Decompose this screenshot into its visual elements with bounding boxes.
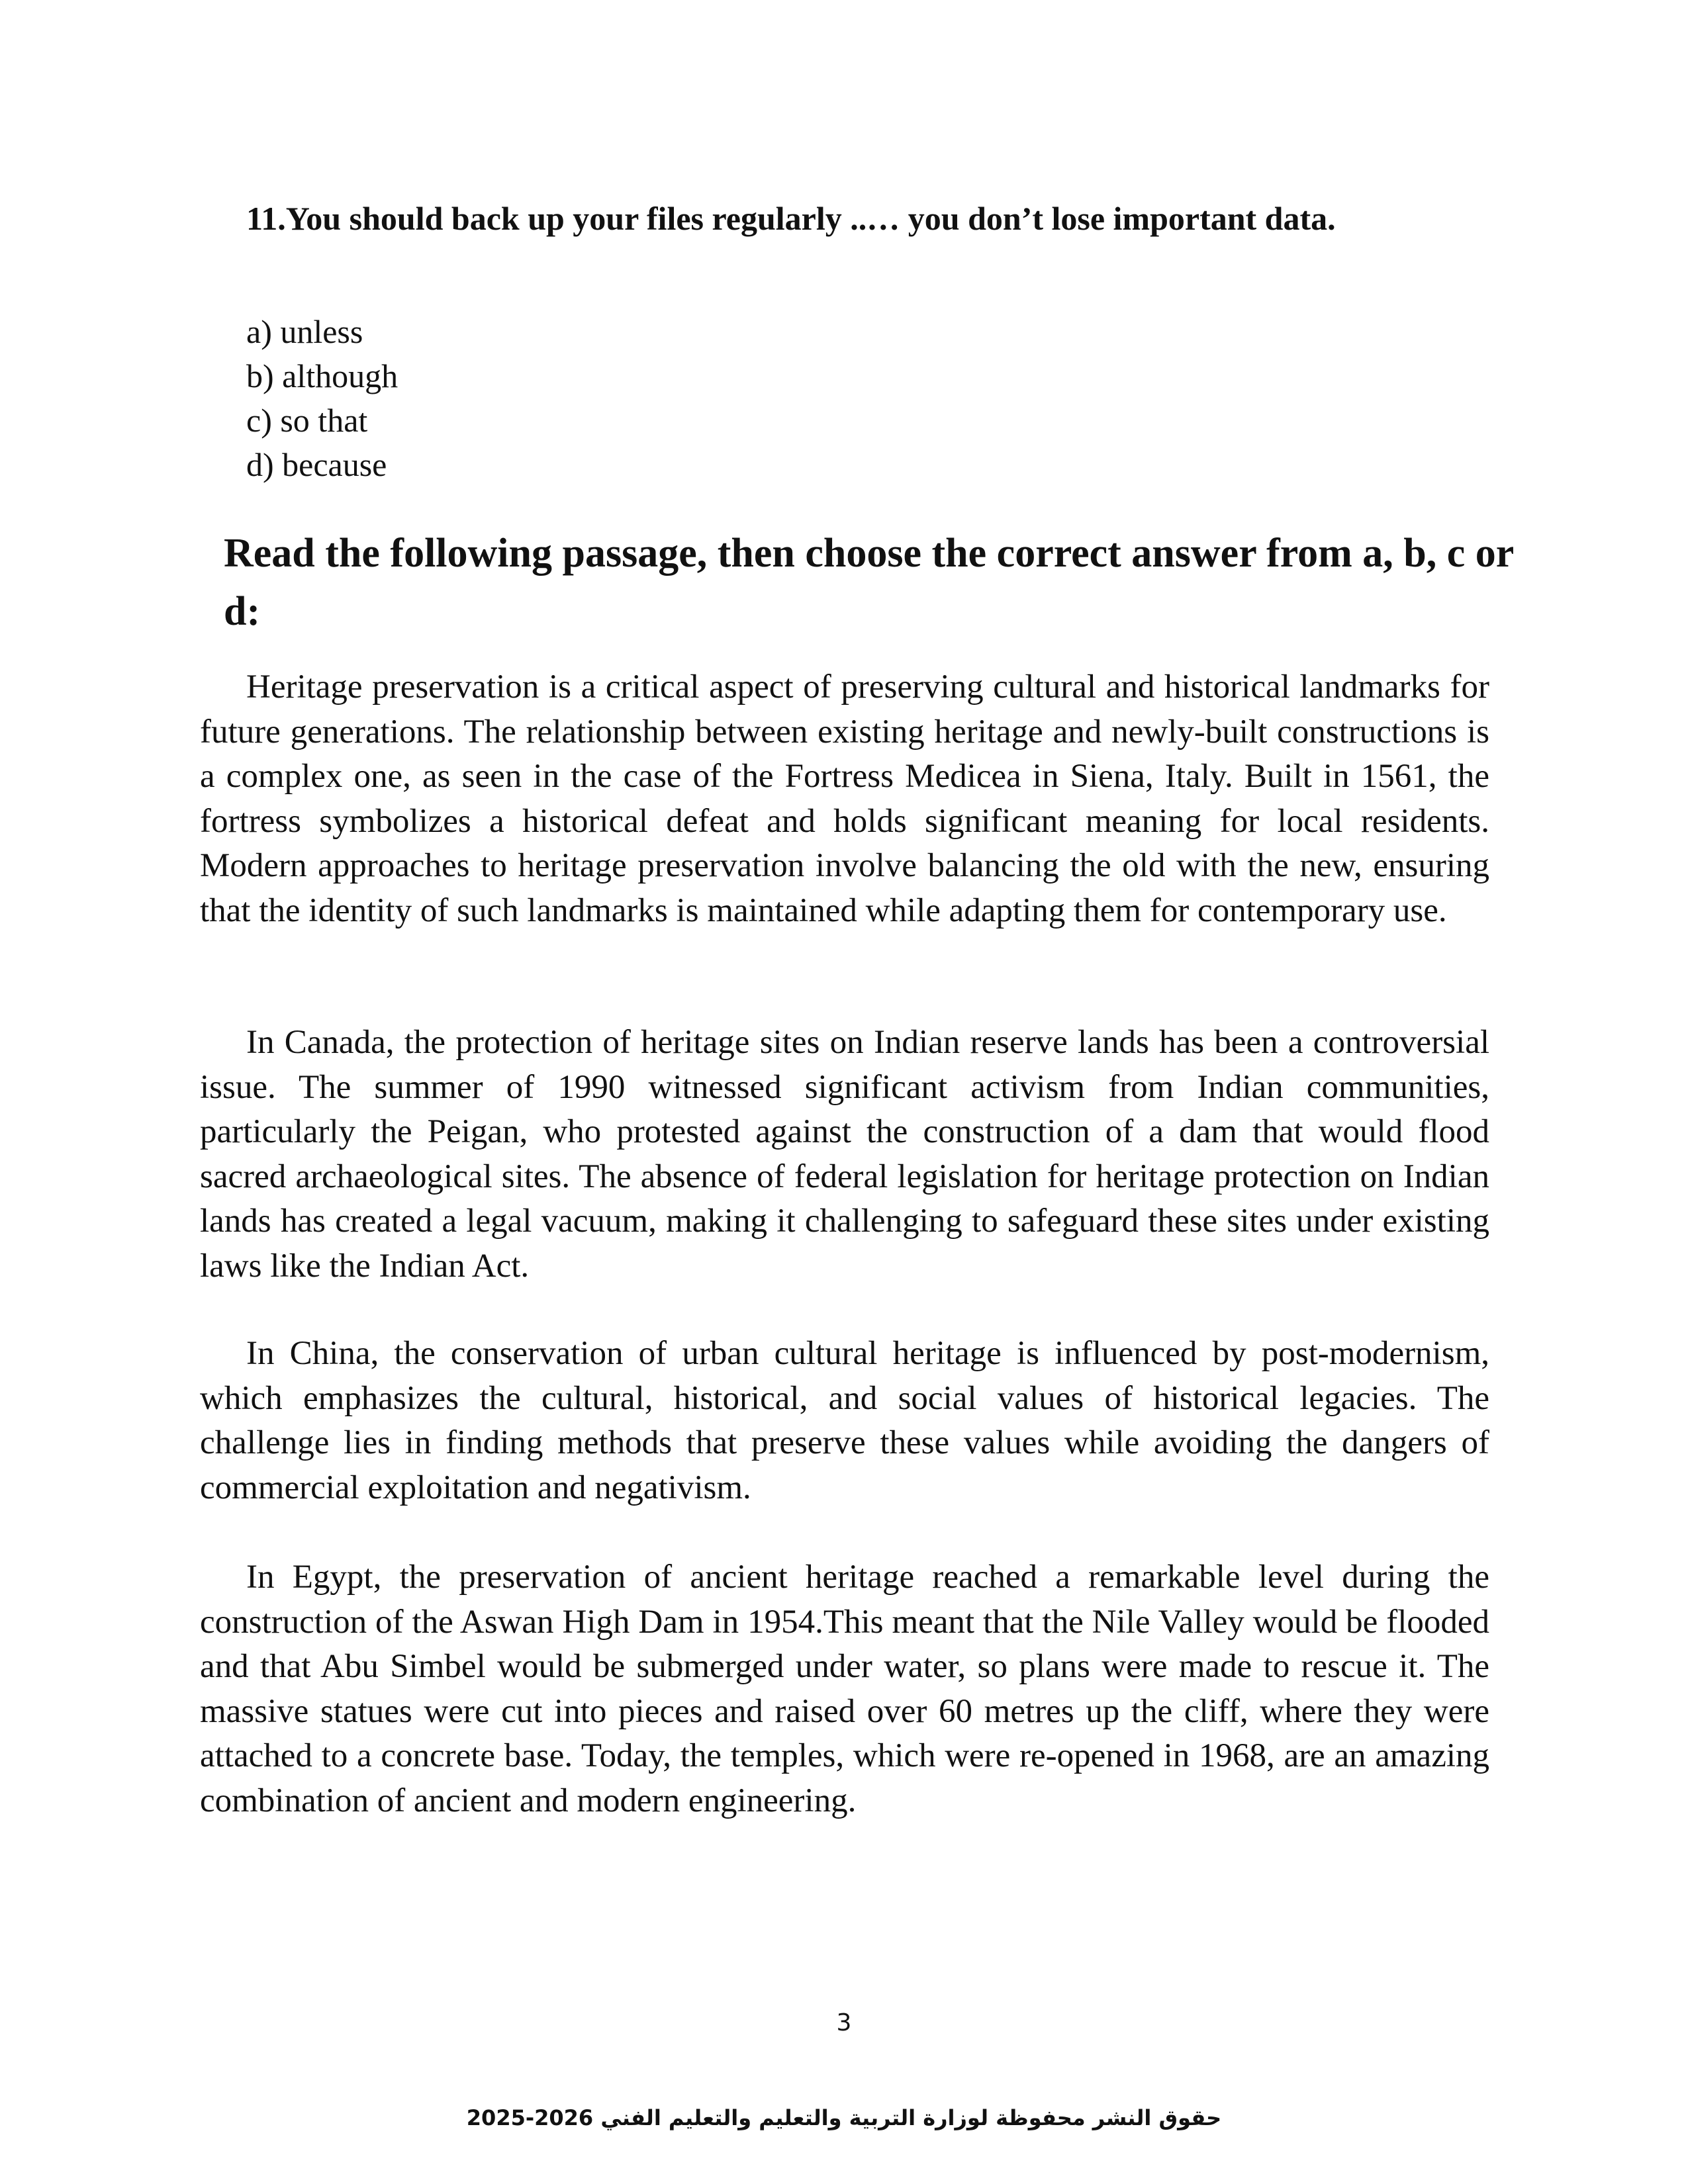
question-text: 11.You should back up your files regularly ..… you don’t lose important data. — [246, 200, 1336, 237]
option-a[interactable]: a) unless — [246, 313, 363, 350]
option-b[interactable]: b) although — [246, 357, 399, 394]
passage-paragraph-1: Heritage preservation is a critical aspect of preserving cultural and historical landmarks for future generations. The relationship between existing heritage and newly-built constructions is a complex one, as seen in the case of the Fortress Medicea in Siena, Italy. Built in 1561, the fortress symbolizes a historical defeat and holds significant meaning for local residents. Modern approaches to heritage preservation involve balancing the old with the new, ensuring that the identity of such landmarks is maintained while adapting them for contemporary use. — [200, 668, 1489, 929]
page-number: 3 — [836, 2009, 852, 2036]
passage-paragraph-4: In Egypt, the preservation of ancient heritage reached a remarkable level during the construction of the Aswan High Dam in 1954.This meant that the Nile Valley would be flooded and that Abu Simbel would be submerged under water, so plans were made to rescue it. The massive statues were cut into pieces and raised over 60 metres up the cliff, where they were attached to a concrete base. Today, the temples, which were re-opened in 1968, are an amazing combination of ancient and modern engineering. — [200, 1559, 1489, 1819]
copyright-notice: حقوق النشر محفوظة لوزارة التربية والتعليم والتعليم الفني 2026-2025 — [466, 2105, 1222, 2130]
passage-paragraph-3: In China, the conservation of urban cultural heritage is influenced by post-modernism, which emphasizes the cultural, historical, and social values of historical legacies. The challenge lies in finding methods that preserve these values while avoiding the dangers of commercial exploitation and negativism. — [200, 1335, 1489, 1506]
passage-instruction: Read the following passage, then choose the correct answer from a, b, c or d: — [224, 531, 1514, 634]
answer-options — [246, 310, 398, 487]
option-c[interactable]: c) so that — [246, 402, 368, 439]
passage-paragraph-2: In Canada, the protection of heritage sites on Indian reserve lands has been a controversial issue. The summer of 1990 witnessed significant activism from Indian communities, particularly the Peigan, who protested against the construction of a dam that would flood sacred archaeological sites. The absence of federal legislation for heritage protection on Indian lands has created a legal vacuum, making it challenging to safeguard these sites under existing laws like the Indian Act. — [200, 1024, 1489, 1285]
option-d[interactable]: d) because — [246, 446, 387, 483]
